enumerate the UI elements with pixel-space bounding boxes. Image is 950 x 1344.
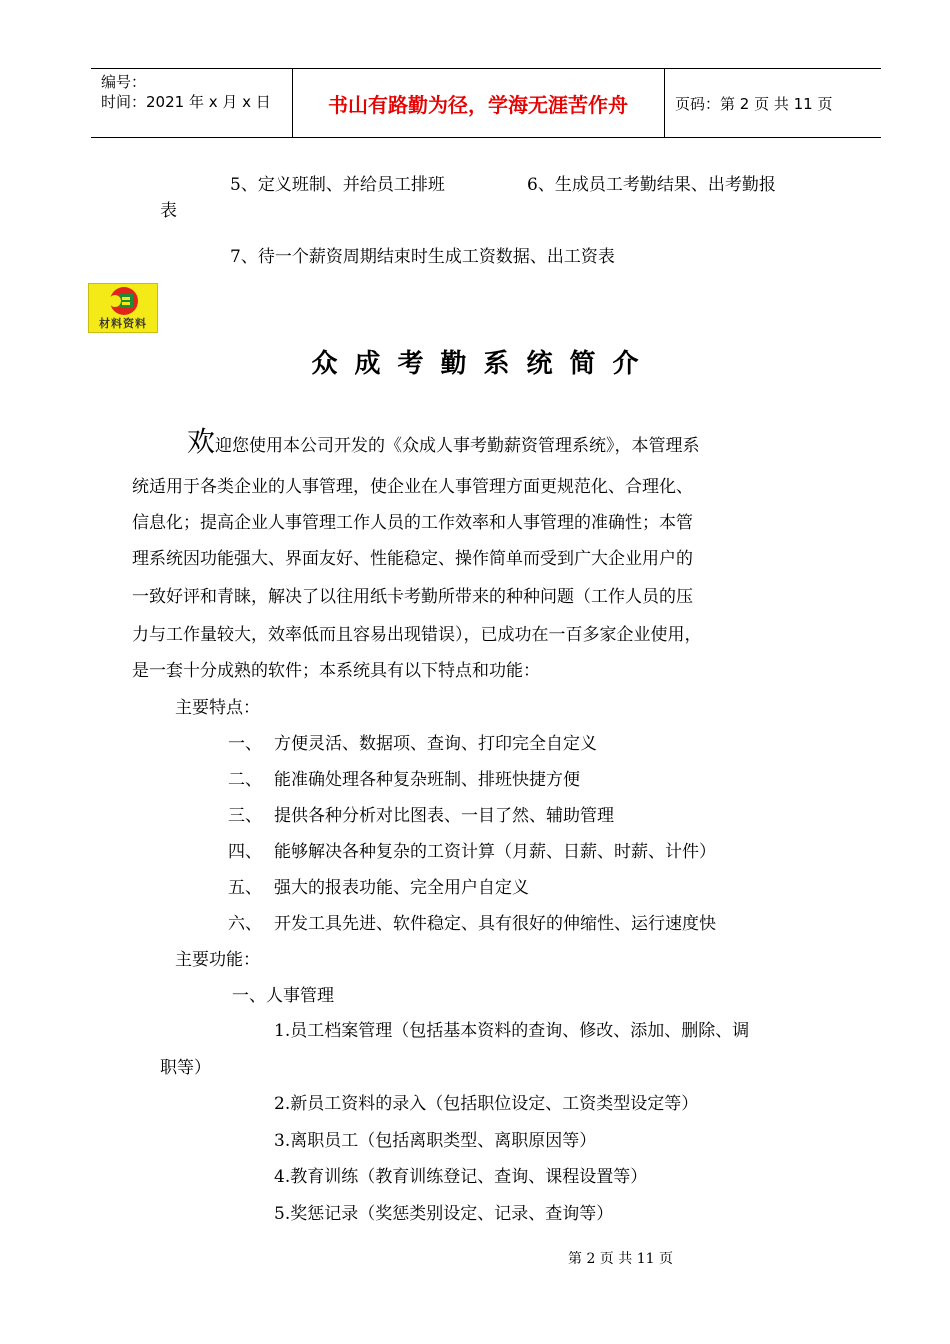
feature-text: 能准确处理各种复杂班制、排班快捷方便 (274, 770, 580, 790)
intro-line-3: 信息化；提高企业人事管理工作人员的工作效率和人事管理的准确性；本管 (132, 513, 693, 533)
function-section-hr: 一、人事管理 (232, 986, 334, 1006)
step-7: 7、待一个薪资周期结束时生成工资数据、出工资表 (230, 247, 615, 267)
feature-text: 强大的报表功能、完全用户自定义 (274, 878, 529, 898)
materials-logo (88, 283, 158, 333)
page-header (91, 68, 881, 138)
step-6-cont: 表 (160, 201, 177, 221)
function-item-3: 3.离职员工（包括离职类型、离职原因等） (274, 1131, 597, 1151)
feature-text: 开发工具先进、软件稳定、具有很好的伸缩性、运行速度快 (274, 914, 716, 934)
feature-text: 方便灵活、数据项、查询、打印完全自定义 (274, 734, 597, 754)
function-item-1: 1.员工档案管理（包括基本资料的查询、修改、添加、删除、调 (274, 1021, 750, 1041)
drop-initial: 欢 (187, 425, 216, 458)
intro-line-4: 理系统因功能强大、界面友好、性能稳定、操作简单而受到广大企业用户的 (132, 549, 693, 569)
functions-heading: 主要功能： (175, 950, 260, 970)
feature-text: 提供各种分析对比图表、一目了然、辅助管理 (274, 806, 614, 826)
motto-cell (292, 69, 664, 137)
feature-num: 四、 (228, 842, 262, 862)
function-item-1-cont: 职等） (160, 1058, 211, 1078)
feature-num: 二、 (228, 770, 262, 790)
header-divider (664, 69, 665, 137)
doc-number-label: 编号： (101, 73, 147, 91)
feature-num: 五、 (228, 878, 262, 898)
step-5: 5、定义班制、并给员工排班 (230, 175, 445, 195)
date-label: 时间：2021 年 x 月 x 日 (101, 93, 271, 111)
feature-num: 三、 (228, 806, 262, 826)
function-item-5: 5.奖惩记录（奖惩类别设定、记录、查询等） (274, 1204, 614, 1224)
page-info: 页码：第 2 页 共 11 页 (675, 95, 833, 113)
feature-num: 一、 (228, 734, 262, 754)
features-heading: 主要特点： (175, 698, 260, 718)
function-item-2: 2.新员工资料的录入（包括职位设定、工资类型设定等） (274, 1094, 699, 1114)
feature-num: 六、 (228, 914, 262, 934)
page-title: 众成考勤系统简介 (311, 349, 656, 379)
feature-text: 能够解决各种复杂的工资计算（月薪、日薪、时薪、计件） (274, 842, 716, 862)
intro-line-2: 统适用于各类企业的人事管理，使企业在人事管理方面更规范化、合理化、 (132, 477, 693, 497)
intro-line-6: 力与工作量较大，效率低而且容易出现错误），已成功在一百多家企业使用， (132, 625, 702, 645)
intro-line-7: 是一套十分成熟的软件；本系统具有以下特点和功能： (132, 661, 540, 681)
page-footer: 第 2 页 共 11 页 (568, 1251, 673, 1267)
logo-caption: 材料资料 (99, 317, 147, 330)
step-6: 6、生成员工考勤结果、出考勤报 (527, 175, 776, 195)
intro-text: 迎您使用本公司开发的《众成人事考勤薪资管理系统》，本管理系 (215, 436, 700, 456)
intro-line-1 (187, 420, 700, 460)
function-item-4: 4.教育训练（教育训练登记、查询、课程设置等） (274, 1167, 648, 1187)
motto: 书山有路勤为径，学海无涯苦作舟 (328, 93, 628, 117)
intro-line-5: 一致好评和青睐，解决了以往用纸卡考勤所带来的种种问题（工作人员的压 (132, 587, 693, 607)
